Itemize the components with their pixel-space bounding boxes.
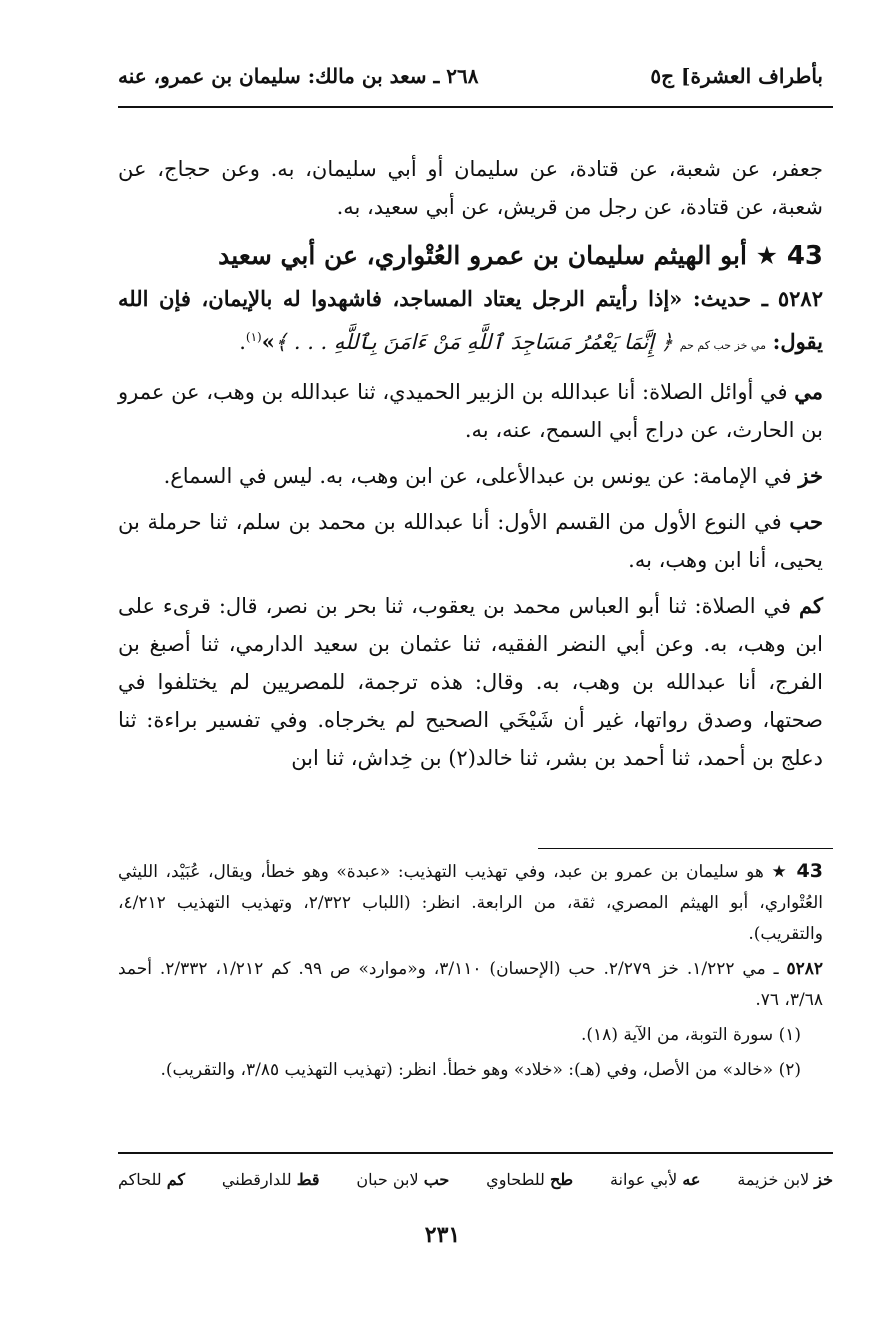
legend-item: حب لابن حبان <box>356 1169 450 1189</box>
header-book-title: بأطراف العشرة] ج٥ <box>650 64 823 88</box>
legend-item: طح للطحاوي <box>486 1169 574 1189</box>
footnote-text: سورة التوبة، من الآية (١٨). <box>581 1025 774 1045</box>
legend-item: قط للدارقطني <box>221 1169 320 1189</box>
footnote-1 <box>118 1020 823 1051</box>
footnote-entry-text: هو سليمان بن عمرو بن عبد، وفي تهذيب التهذيب: «عبدة» وهو خطأ، ويقال، عُبَيْد، الليثي العُتْواري، أبو الهيثم المصري، ثقة، من الرابعة. انظر: (اللباب ٢/٣٢٢، وتهذيب التهذيب ٤/٢١٢، والتقريب). <box>118 862 823 944</box>
source-paragraph-hb <box>118 503 823 579</box>
source-text: في أوائل الصلاة: أنا عبدالله بن الزبير الحميدي، ثنا عبدالله بن وهب، عن عمرو بن الحارث، عن دراج أبي السمح، عنه، به. <box>118 380 823 442</box>
legend-item: عه لأبي عوانة <box>609 1169 701 1189</box>
source-abbr: خز <box>798 463 823 488</box>
star-icon: ★ <box>755 241 779 270</box>
footnote-2 <box>118 1055 823 1086</box>
footnote-hadith <box>118 954 823 1016</box>
source-text: في الإمامة: عن يونس بن عبدالأعلى، عن ابن وهب، به. ليس في السماع. <box>163 464 792 488</box>
hadith-number: ٥٢٨٢ <box>777 286 823 311</box>
footnote-mark: (٢) <box>778 1060 801 1080</box>
entry-heading <box>118 234 823 278</box>
footnote-text: «خالد» من الأصل، وفي (هـ): «خلاد» وهو خطأ. انظر: (تهذيب التهذيب ٣/٨٥، والتقريب). <box>160 1060 774 1080</box>
source-paragraph-mi <box>118 373 823 449</box>
footnote-hadith-number: ٥٢٨٢ <box>786 959 824 979</box>
footnote-separator <box>538 848 833 849</box>
source-text: في النوع الأول من القسم الأول: أنا عبدالله بن محمد بن سلم، ثنا حرملة بن يحيى، أنا ابن وهب، به. <box>118 510 823 572</box>
source-abbr: مي <box>794 379 823 404</box>
header-rule <box>118 106 833 108</box>
source-abbr: كم <box>799 593 823 618</box>
star-icon: ★ <box>771 862 789 882</box>
legend-item: كم للحاكم <box>118 1169 186 1189</box>
footnote-ref-1: (١) <box>245 330 262 344</box>
main-text <box>118 150 823 785</box>
legend-item: خز لابن خزيمة <box>737 1169 833 1189</box>
page-number: ٢٣١ <box>424 1222 461 1248</box>
footnote-hadith-text: ـ مي ١/٢٢٢. خز ٢/٢٧٩. حب (الإحسان) ٣/١١٠، و«موارد» ص ٩٩. كم ١/٢١٢، ٢/٣٣٢. أحمد ٣/٦٨، ٧٦. <box>118 959 823 1010</box>
source-text: في الصلاة: ثنا أبو العباس محمد بن يعقوب، ثنا بحر بن نصر، قال: قرىء على ابن وهب، به. وعن أبي النضر الفقيه، ثنا عثمان بن سعيد الدارمي، ثنا أصبغ بن الفرج، أنا عبدالله بن وهب، به. وقال: هذه ترجمة، للمصريين لم يختلفوا في صحتها، وصدق رواتها، غير أن شَيْخَي الصحيح لم يخرجاه. وفي تفسير براءة: ثنا دعلج بن أحمد، ثنا أحمد بن بشر، ثنا خالد(٢) بن خِداش، ثنا ابن <box>118 594 823 770</box>
entry-number: 43 <box>786 241 823 271</box>
legend-rule <box>118 1152 833 1154</box>
source-abbr: حب <box>789 509 823 534</box>
intro-paragraph: جعفر، عن شعبة، عن قتادة، عن سليمان أو أبي سليمان، به. وعن حجاج، عن شعبة، عن قتادة، عن رجل من قريش، عن أبي سعيد، به. <box>118 157 823 219</box>
footnote-mark: (١) <box>778 1025 801 1045</box>
source-paragraph-km <box>118 587 823 777</box>
footnote-entry <box>118 856 823 950</box>
hadith-lead: ـ حديث: «إذا رأيتم الرجل يعتاد المساجد، فاشهدوا له بالإيمان، فإن الله يقول: <box>118 286 823 354</box>
source-paragraph-khz <box>118 457 823 495</box>
running-header <box>118 58 823 94</box>
quran-verse: ﴿ إِنَّمَا يَعْمُرُ مَسَاجِدَ ٱللَّهِ مَنْ ءَامَنَ بِٱللَّهِ . . . ﴾ <box>274 330 674 354</box>
hadith-close: » <box>261 329 275 354</box>
footnotes <box>118 856 823 1090</box>
hadith-text: ٥٢٨٢ ـ حديث: «إذا رأيتم الرجل يعتاد المساجد، فاشهدوا له بالإيمان، فإن الله يقول: مي خز حب كم حم ﴿ إِنَّمَا يَعْمُرُ مَسَاجِدَ ٱللَّهِ مَنْ ءَامَنَ بِٱللَّهِ . . . ﴾»$^{(١)}$. <box>118 286 823 354</box>
entry-title-text: أبو الهيثم سليمان بن عمرو العُتْواري، عن أبي سعيد <box>218 241 747 270</box>
footnote-entry-number: 43 <box>796 860 823 882</box>
header-section-title: ٢٦٨ ـ سعد بن مالك: سليمان بن عمرو، عنه <box>118 64 479 88</box>
abbreviation-legend <box>118 1164 833 1194</box>
hadith-sigla: مي خز حب كم حم <box>679 339 766 352</box>
